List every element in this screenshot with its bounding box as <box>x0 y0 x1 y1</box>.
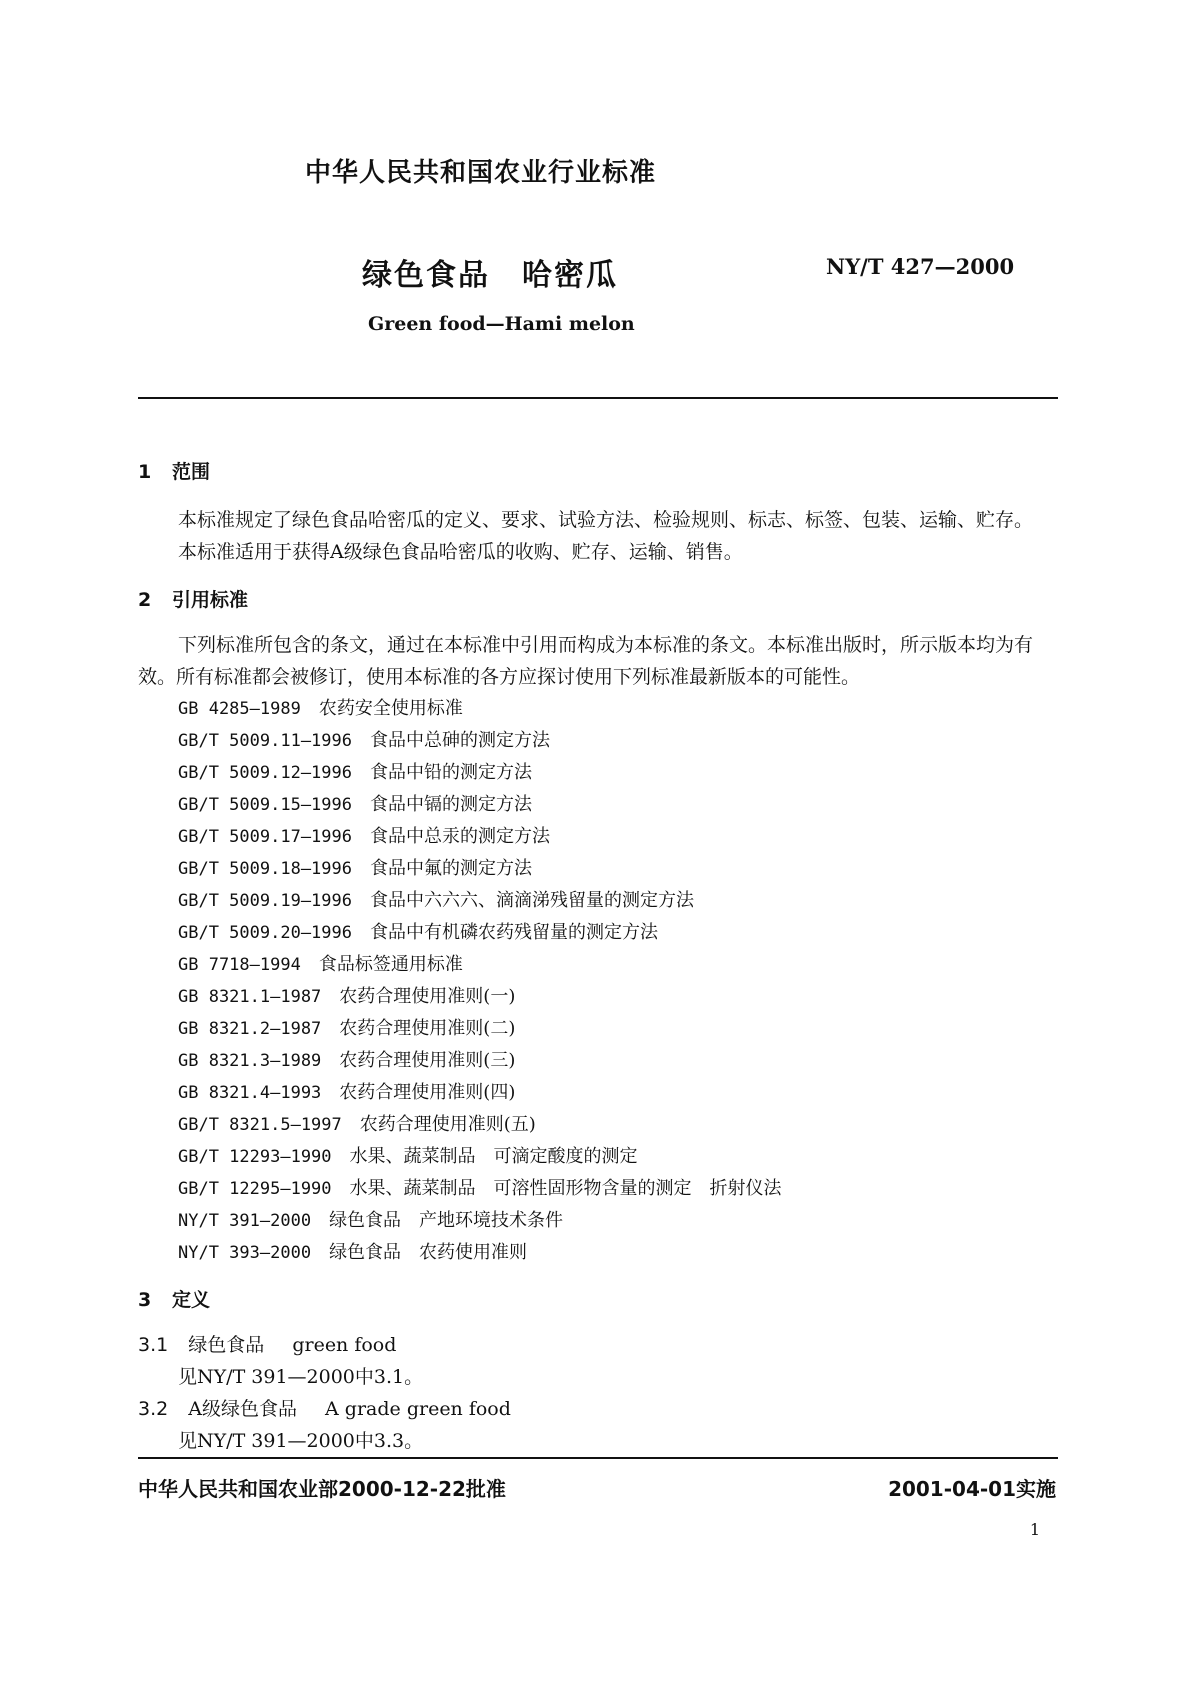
reference-name: 农药合理使用准则(五) <box>359 1114 536 1135</box>
reference-code: GB/T 5009.20—1996 <box>178 923 352 943</box>
list-item <box>178 1077 782 1109</box>
references-intro: 下列标准所包含的条文，通过在本标准中引用而构成为本标准的条文。本标准出版时，所示版本均为有效。所有标准都会被修订，使用本标准的各方应探讨使用下列标准最新版本的可能性。 <box>138 634 1034 688</box>
approval-info: 中华人民共和国农业部2000-12-22批准 <box>138 1477 506 1501</box>
definition-number: 3.1 <box>138 1334 169 1356</box>
list-item <box>178 981 782 1013</box>
page-number: 1 <box>1029 1520 1040 1539</box>
list-item <box>178 949 782 981</box>
reference-code: GB 8321.2—1987 <box>178 1019 322 1039</box>
list-item <box>178 1141 782 1173</box>
reference-code: GB/T 5009.11—1996 <box>178 731 352 751</box>
list-item <box>178 757 782 789</box>
reference-code: NY/T 393—2000 <box>178 1243 312 1263</box>
definition-3-2-note: 见NY/T 391—2000中3.3。 <box>178 1430 424 1452</box>
list-item <box>178 1109 782 1141</box>
reference-name: 食品中氟的测定方法 <box>370 858 532 879</box>
section-number: 1 <box>138 461 152 483</box>
reference-name: 水果、蔬菜制品 可滴定酸度的测定 <box>349 1146 638 1167</box>
scope-paragraph-2: 本标准适用于获得A级绿色食品哈密瓜的收购、贮存、运输、销售。 <box>178 541 743 563</box>
reference-code: GB/T 5009.12—1996 <box>178 763 352 783</box>
scope-paragraph-1: 本标准规定了绿色食品哈密瓜的定义、要求、试验方法、检验规则、标志、标签、包装、运输、贮存。 <box>178 509 1034 531</box>
reference-name: 食品中总汞的测定方法 <box>370 826 550 847</box>
reference-name: 绿色食品 农药使用准则 <box>329 1242 528 1263</box>
standard-organization: 中华人民共和国农业行业标准 <box>305 158 657 188</box>
list-item <box>178 1205 782 1237</box>
reference-name: 绿色食品 产地环境技术条件 <box>329 1210 564 1231</box>
reference-code: NY/T 391—2000 <box>178 1211 312 1231</box>
definition-term: A级绿色食品 <box>188 1398 297 1420</box>
reference-name: 水果、蔬菜制品 可溶性固形物含量的测定 折射仪法 <box>349 1178 782 1199</box>
definition-english: A grade green food <box>325 1398 511 1420</box>
reference-name: 农药安全使用标准 <box>318 698 463 719</box>
section-heading-definitions <box>138 1285 210 1312</box>
reference-code: GB/T 12293—1990 <box>178 1147 332 1167</box>
list-item <box>178 725 782 757</box>
list-item <box>178 917 782 949</box>
reference-name: 农药合理使用准则(二) <box>339 1018 516 1039</box>
list-item <box>178 821 782 853</box>
list-item <box>178 885 782 917</box>
footer-divider <box>138 1457 1058 1459</box>
reference-name: 食品标签通用标准 <box>318 954 463 975</box>
reference-code: GB/T 8321.5—1997 <box>178 1115 342 1135</box>
reference-code: GB 8321.3—1989 <box>178 1051 322 1071</box>
reference-code: GB 8321.4—1993 <box>178 1083 322 1103</box>
reference-name: 食品中镉的测定方法 <box>370 794 532 815</box>
list-item <box>178 1237 782 1269</box>
list-item <box>178 789 782 821</box>
document-title: 绿色食品 哈密瓜 <box>362 258 618 293</box>
list-item <box>178 1173 782 1205</box>
definition-number: 3.2 <box>138 1398 169 1420</box>
english-title: Green food—Hami melon <box>368 313 635 335</box>
definition-term: 绿色食品 <box>188 1334 265 1356</box>
reference-code: GB/T 5009.15—1996 <box>178 795 352 815</box>
reference-name: 农药合理使用准则(一) <box>339 986 516 1007</box>
reference-code: GB/T 5009.19—1996 <box>178 891 352 911</box>
section-number: 3 <box>138 1289 152 1311</box>
reference-code: GB 7718—1994 <box>178 955 301 975</box>
section-heading-references <box>138 585 248 612</box>
definition-3-1-note: 见NY/T 391—2000中3.1。 <box>178 1366 424 1388</box>
list-item <box>178 1013 782 1045</box>
reference-name: 农药合理使用准则(四) <box>339 1082 516 1103</box>
implementation-date: 2001-04-01实施 <box>888 1477 1056 1501</box>
section-number: 2 <box>138 589 152 611</box>
reference-code: GB/T 12295—1990 <box>178 1179 332 1199</box>
reference-list <box>178 693 782 1269</box>
list-item <box>178 853 782 885</box>
reference-name: 食品中总砷的测定方法 <box>370 730 550 751</box>
reference-name: 食品中铅的测定方法 <box>370 762 532 783</box>
header-divider <box>138 397 1058 399</box>
list-item <box>178 1045 782 1077</box>
section-title: 引用标准 <box>172 589 249 611</box>
section-title: 定义 <box>172 1289 211 1311</box>
reference-code: GB 4285—1989 <box>178 699 301 719</box>
reference-name: 农药合理使用准则(三) <box>339 1050 516 1071</box>
standard-code: NY/T 427—2000 <box>826 254 1015 279</box>
reference-name: 食品中六六六、滴滴涕残留量的测定方法 <box>370 890 694 911</box>
section-heading-scope <box>138 457 210 484</box>
reference-code: GB/T 5009.18—1996 <box>178 859 352 879</box>
section-title: 范围 <box>172 461 211 483</box>
definition-english: green food <box>292 1334 397 1356</box>
reference-code: GB 8321.1—1987 <box>178 987 322 1007</box>
definition-3-1 <box>138 1330 396 1357</box>
list-item <box>178 693 782 725</box>
definition-3-2 <box>138 1394 511 1421</box>
reference-code: GB/T 5009.17—1996 <box>178 827 352 847</box>
reference-name: 食品中有机磷农药残留量的测定方法 <box>370 922 658 943</box>
